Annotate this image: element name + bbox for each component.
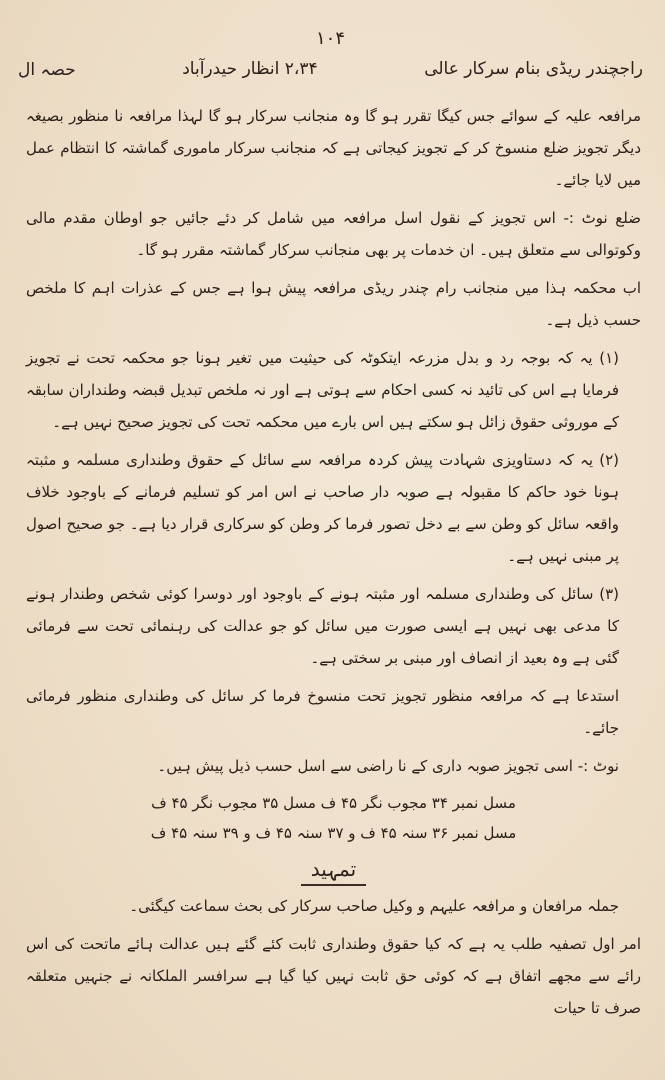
document-body bbox=[26, 100, 641, 1030]
section-heading bbox=[26, 854, 641, 886]
paragraph-note: ضلع نوٹ :- اس تجویز کے نقول اسل مرافعہ میں شامل کر دئے جائیں جو اوطان مقدم مالی وکوتوالی سے متعلق ہیں۔ ان خدمات پر بھی منجانب سرکار گماشتہ مقرر ہو گا۔ bbox=[26, 209, 641, 259]
paragraph-ground-2: (۲) یہ کہ دستاویزی شہادت پیش کردہ مرافعہ سے سائل کے حقوق وطنداری مسلمہ و مثبتہ ہونا خود حاکم کا مقبولہ ہے صوبہ دار صاحب نے اس امر کو تسلیم فرمانے کے باوجود خلاف واقعہ سائل کو وطن سے بے دخل تصور فرما کر وطن کو سرکاری قرار دیا ہے۔ جو صحیح اصول پر مبنی نہیں ہے۔ bbox=[26, 451, 619, 565]
case-title: راجچندر ریڈی بنام سرکار عالی bbox=[424, 59, 643, 79]
paragraph-hearing: جملہ مرافعان و مرافعہ علیہم و وکیل صاحب سرکار کی بحث سماعت کیگئی۔ bbox=[129, 897, 619, 915]
paragraph-ground-3: (۳) سائل کی وطنداری مسلمہ اور مثبتہ ہونے کے باوجود اور دوسرا کوئی شخص وطندار ہونے کا مدعی بھی نہیں ہے ایسی صورت میں سائل کو جو عدالت کی رہنمائی تحت سے فرمائی گئی ہے وہ بعید از انصاف اور مبنی بر سختی ہے۔ bbox=[26, 585, 619, 667]
paragraph-note-files: نوٹ :- اسی تجویز صوبہ داری کے نا راضی سے اسل حسب ذیل پیش ہیں۔ bbox=[157, 757, 619, 775]
paragraph-prayer: استدعا ہے کہ مرافعہ منظور تجویز تحت منسوخ فرما کر سائل کی وطنداری منظور فرمائی جائے۔ bbox=[26, 687, 619, 737]
report-citation: ۲،۳۴ انظار حیدرآباد bbox=[182, 59, 318, 79]
paragraph-ground-1: (۱) یہ کہ بوجہ رد و بدل مزرعہ ایتکوٹہ کی حیثیت میں تغیر ہونا جو محکمہ تحت نے تجویز فرمایا ہے اس کی تائید نہ کسی احکام سے ہوتی ہے اور نہ ملخص تبدیل قبضہ وطنداران سابقہ کے موروثی حقوق زائل ہو سکتے ہیں اس بارے میں محکمہ تحت کی تجویز صحیح نہیں ہے۔ bbox=[26, 349, 619, 431]
section-heading-text: تمہید bbox=[301, 854, 366, 886]
page-header bbox=[18, 28, 643, 98]
paragraph-issue: امر اول تصفیہ طلب یہ ہے کہ کیا حقوق وطنداری ثابت کئے گئے ہیں عدالت ہائے ماتحت کی اس رائے سے مجھے اتفاق ہے کہ کوئی حق ثابت نہیں کیا گیا ہے سرافسر الملکانہ نے جنہیں متعلقہ صرف تا حیات bbox=[26, 935, 641, 1017]
case-file-line: مسل نمبر ۳۴ مجوب نگر ۴۵ ف مسل ۳۵ مجوب نگر ۴۵ ف bbox=[151, 794, 516, 812]
paragraph-order: مرافعہ علیہ کے سوائے جس کیگا تقرر ہو گا وہ منجانب سرکار ہو گا لہذا مرافعہ نا منظور بصیغہ دیگر تجویز ضلع منسوخ کر کے تجویز کیجاتی ہے کہ منجانب سرکار ماموری گماشتہ کا انتظام عمل میں لایا جائے۔ bbox=[26, 107, 641, 189]
case-file-line: مسل نمبر ۳۶ سنہ ۴۵ ف و ۳۷ سنہ ۴۵ ف و ۳۹ سنہ ۴۵ ف bbox=[150, 824, 517, 842]
page-number: ١٠۴ bbox=[315, 28, 345, 49]
paragraph-appeal-intro: اب محکمہ ہذا میں منجانب رام چندر ریڈی مرافعہ پیش ہوا ہے جس کے عذرات اہم کا ملخص حسب ذیل ہے۔ bbox=[26, 279, 641, 329]
part-label: حصہ ال bbox=[18, 59, 76, 80]
running-header bbox=[18, 54, 643, 84]
